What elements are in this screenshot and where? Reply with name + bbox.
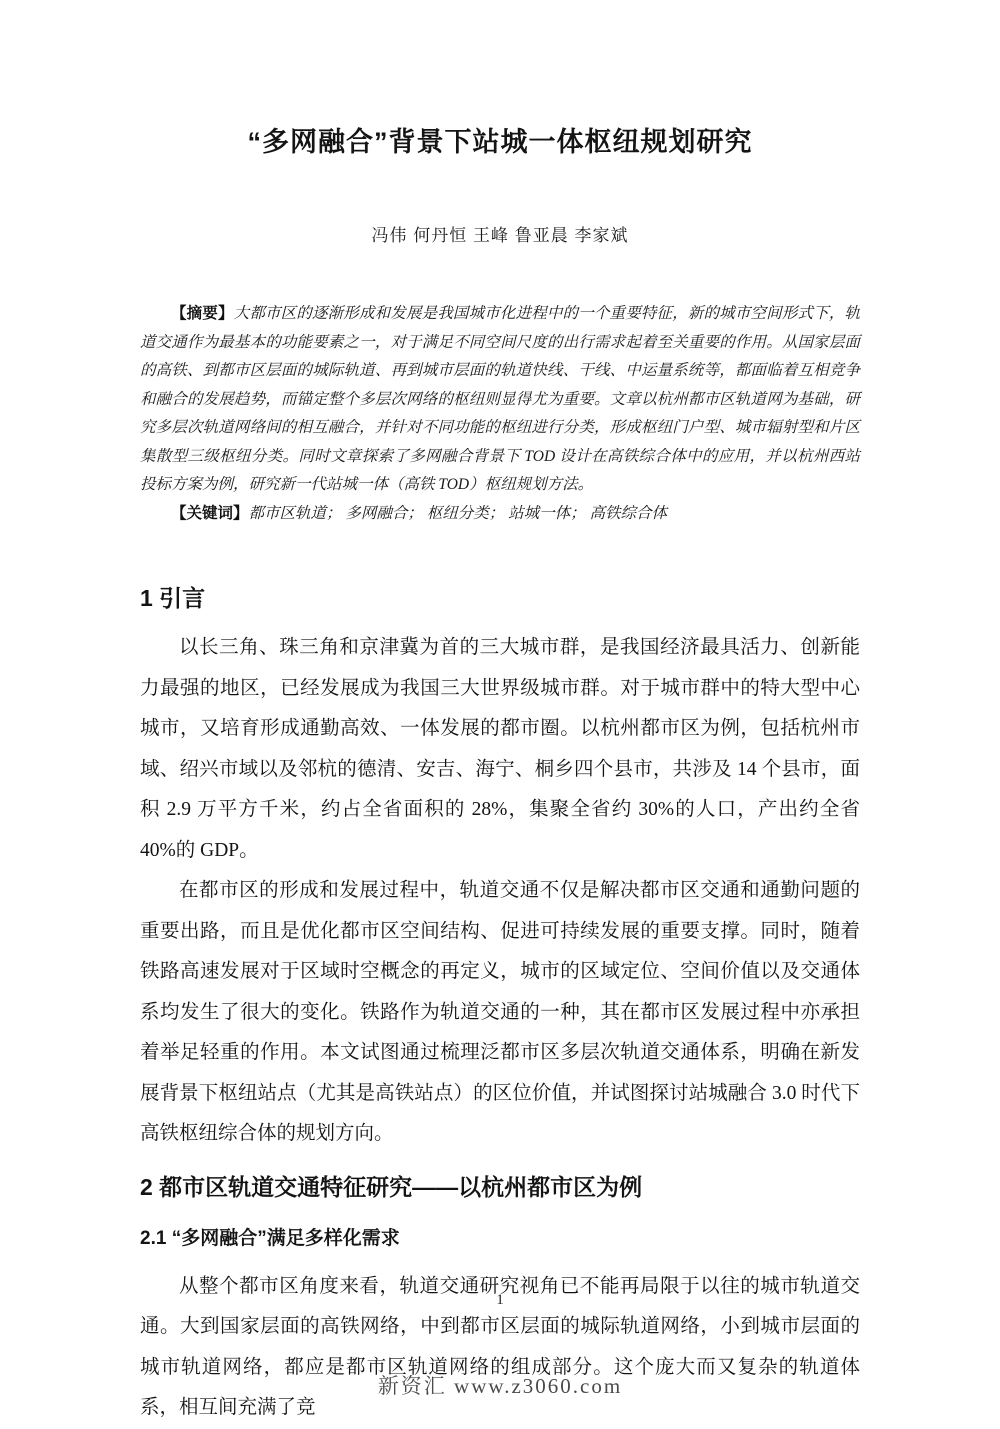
page-content <box>140 0 860 1429</box>
abstract-block <box>140 300 860 528</box>
keywords-paragraph <box>140 500 860 529</box>
abstract-label: 【摘要】 <box>171 305 234 322</box>
subsection-2-1-heading: 2.1 “多网融合”满足多样化需求 <box>140 1227 400 1249</box>
abstract-text: 大都市区的逐渐形成和发展是我国城市化进程中的一个重要特征，新的城市空间形式下，轨道交通作为最基本的功能要素之一，对于满足不同空间尺度的出行需求起着至关重要的作用。从国家层面的高铁、到都市区层面的城际轨道、再到城市层面的轨道快线、干线、中运量系统等，都面临着互相竞争和融合的发展趋势，而锚定整个多层次网络的枢纽则显得尤为重要。文章以杭州都市区轨道网为基础，研究多层次轨道网络间的相互融合，并针对不同功能的枢纽进行分类，形成枢纽门户型、城市辐射型和片区集散型三级枢纽分类。同时文章探索了多网融合背景下 TOD 设计在高铁综合体中的应用，并以杭州西站投标方案为例，研究新一代站城一体（高铁 TOD）枢纽规划方法。 <box>140 305 860 493</box>
keywords-label: 【关键词】 <box>171 504 249 522</box>
section-2-heading: 2 都市区轨道交通特征研究——以杭州都市区为例 <box>140 1173 643 1200</box>
abstract-paragraph <box>140 300 860 500</box>
subsection-2-1-paragraph-1: 从整个都市区角度来看，轨道交通研究视角已不能再局限于以往的城市轨道交通。大到国家层面的高铁网络，中到都市区层面的城际轨道网络，小到城市层面的城市轨道网络，都应是都市区轨道网络的组成部分。这个庞大而又复杂的轨道体系，相互间充满了竞 <box>140 1275 860 1418</box>
authors-line: 冯伟 何丹恒 王峰 鲁亚晨 李家斌 <box>371 226 629 245</box>
watermark-footer: 新资汇 www.z3060.com <box>377 1374 623 1398</box>
section-1-paragraph-2: 在都市区的形成和发展过程中，轨道交通不仅是解决都市区交通和通勤问题的重要出路，而且是优化都市区空间结构、促进可持续发展的重要支撑。同时，随着铁路高速发展对于区域时空概念的再定义，城市的区域定位、空间价值以及交通体系均发生了很大的变化。铁路作为轨道交通的一种，其在都市区发展过程中亦承担着举足轻重的作用。本文试图通过梳理泛都市区多层次轨道交通体系，明确在新发展背景下枢纽站点（尤其是高铁站点）的区位价值，并试图探讨站城融合 3.0 时代下高铁枢纽综合体的规划方向。 <box>140 880 860 1144</box>
keywords-text: 都市区轨道； 多网融合； 枢纽分类； 站城一体； 高铁综合体 <box>248 504 668 522</box>
page-number: 1 <box>496 1292 504 1308</box>
paper-title: “多网融合”背景下站城一体枢纽规划研究 <box>247 127 753 157</box>
section-1-paragraph-1: 以长三角、珠三角和京津冀为首的三大城市群，是我国经济最具活力、创新能力最强的地区，已经发展成为我国三大世界级城市群。对于城市群中的特大型中心城市，又培育形成通勤高效、一体发展的都市圈。以杭州都市区为例，包括杭州市域、绍兴市域以及邻杭的德清、安吉、海宁、桐乡四个县市，共涉及 14 个县市，面积 2.9 万平方千米，约占全省面积的 28%，集聚全省约 30%的人口，产出约全省 40%的 GDP。 <box>140 637 860 861</box>
section-1-heading: 1 引言 <box>140 585 206 611</box>
